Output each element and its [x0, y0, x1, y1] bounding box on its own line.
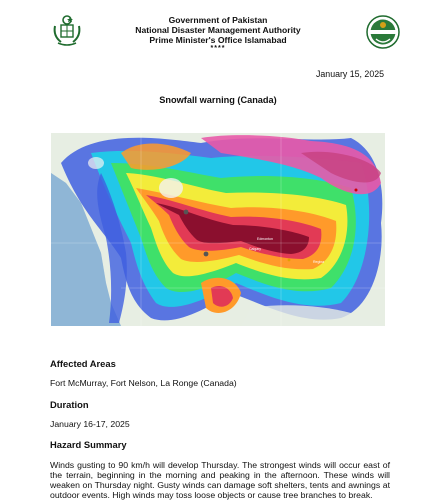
letterhead-line-1: Government of Pakistan: [168, 15, 268, 25]
hazard-summary-text: Winds gusting to 90 km/h will develop Thursday. The strongest winds will occur east of the terrain, beginning in the morning and peaking in the afternoon. These winds will weaken on Thursday night. Gusty winds can damage soft shelters, tents and awnings at outdoor events. High winds may toss loose objects or cause tree branches to break.: [50, 460, 390, 500]
warning-title: Snowfall warning (Canada): [159, 95, 277, 105]
map-label-regina: Regina: [313, 260, 325, 264]
letterhead-stars: ****: [210, 45, 226, 52]
duration-heading: Duration: [50, 399, 89, 410]
hazard-summary-heading: Hazard Summary: [50, 439, 127, 450]
map-label-edmonton: Edmonton: [257, 237, 273, 241]
issue-date: January 15, 2025: [316, 69, 384, 79]
duration-text: January 16-17, 2025: [50, 419, 130, 429]
letterhead-line-2: National Disaster Management Authority: [135, 25, 301, 35]
pakistan-emblem-icon: [50, 14, 84, 48]
letterhead: [0, 0, 436, 60]
snowfall-forecast-map: [51, 133, 385, 326]
map-label-calgary: Calgary: [249, 247, 262, 251]
ndma-logo-icon: [366, 15, 400, 49]
letterhead-line-3: Prime Minister's Office Islamabad: [149, 35, 287, 45]
affected-areas-text: Fort McMurray, Fort Nelson, La Ronge (Canada): [50, 378, 237, 388]
affected-areas-heading: Affected Areas: [50, 358, 116, 369]
